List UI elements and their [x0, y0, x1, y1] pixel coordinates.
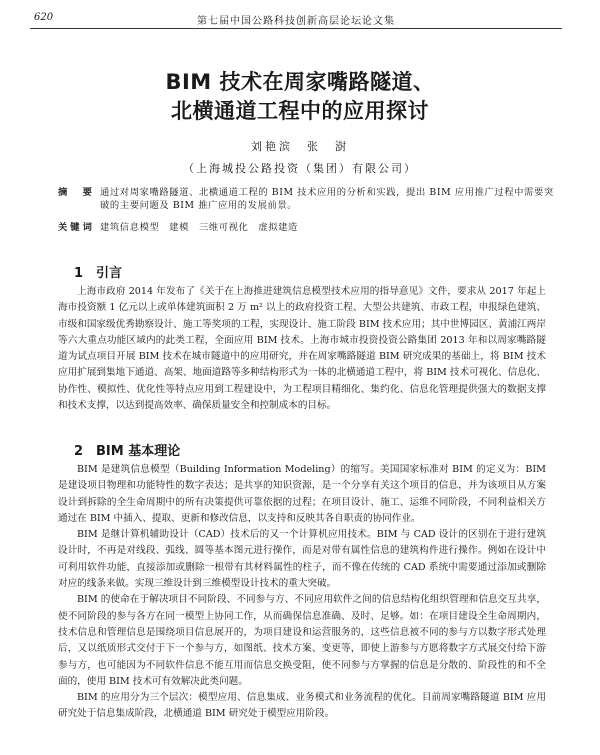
- section-2-number: 2: [74, 444, 84, 459]
- keywords-label: 关键词: [58, 222, 95, 233]
- section-2-paragraph-1: BIM 是建筑信息模型（Building Information Modeling）的缩写。美国国家标准对 BIM 的定义为：BIM 是建设项目物理和功能特性的数字表达；是共享的知识资源，是一个分享有关这个项目的信息，并为该项目从方案设计到拆除的全生命周期中的所有决策提供可靠依据的过程；在项目设计、施工、运维不同阶段，不同利益相关方通过在 BIM 中插入、提取、更新和修改信息，以支持和反映其各自职责的协同作业。: [58, 464, 546, 524]
- section-2-paragraph-3: BIM 的使命在于解决项目不同阶段、不同参与方、不同应用软件之间的信息结构化组织管理和信息交互共享，使不同阶段的参与各方在同一模型上协同工作，从而确保信息准确、及时、足够。如：在项目建设全生命周期内，技术信息和管理信息是围绕项目信息展开的，为项目建设和运营服务的，这些信息被不同的参与方以数字形式处理后，又以纸质形式交付于下一个参与方，如图纸、技术方案、变更等，即使上游参与方愿将数字方式展交付给下游参与方，也可能因为不同软件信息不能互用而信息交换受阻，使不同参与方掌握的信息是分散的、阶段性的和不全面的，使用 BIM 技术可有效解决此类问题。: [58, 594, 546, 687]
- section-1-body: [58, 284, 546, 414]
- affiliation: （上海城投公路投资（集团）有限公司）: [183, 162, 417, 175]
- paper-title: [0, 68, 600, 126]
- abstract: [58, 186, 556, 212]
- section-2-heading: [74, 440, 180, 459]
- abstract-text: 通过对周家嘴路隧道、北横通道工程的 BIM 技术应用的分析和实践，提出 BIM 应用推广过程中需要突破的主要问题及 BIM 推广应用的发展前景。: [100, 187, 554, 211]
- section-1-number: 1: [74, 266, 84, 281]
- authors: 刘艳滨 张 澍: [251, 140, 349, 153]
- paper-title-line-2: 北横通道工程中的应用探讨: [171, 99, 429, 123]
- journal-title: 第七届中国公路科技创新高层论坛论文集: [197, 16, 395, 27]
- keywords-text: 建筑信息模型 建模 三维可视化 虚拟建造: [100, 222, 298, 233]
- paper-title-line-1: BIM 技术在周家嘴路隧道、: [165, 70, 435, 94]
- section-2-paragraph-4: BIM 的应用分为三个层次：模型应用、信息集成、业务模式和业务流程的优化。目前周家嘴路隧道 BIM 应用研究处于信息集成阶段，北横通道 BIM 研究处于模型应用阶段。: [58, 692, 546, 720]
- keywords: [58, 221, 556, 234]
- section-1-heading: [74, 262, 122, 281]
- section-1-paragraph: 上海市政府 2014 年发布了《关于在上海推进建筑信息模型技术应用的指导意见》文件，要求从 2017 年起上海市投资额 1 亿元以上或单体建筑面积 2 万 m² 以上的政府投资工程、大型公共建筑、市政工程，申报绿色建筑、市级和国家级优秀勘察设计、施工等奖项的工程，实现设计、施工阶段 BIM 技术应用；其中世博园区、黄浦江两岸等六大重点功能区域内的此类工程，全面应用 BIM 技术。上海市城市投资投资公路集团 2013 年和以周家嘴路隧道为试点项目开展 BIM 技术在城市隧道中的应用研究，并在周家嘴路隧道 BIM 研究成果的基础上，将 BIM 技术应用扩展到集地下通道、高架、地面道路等多种结构形式为一体的北横通道工程中，将 BIM 技术可视化、信息化、协作性、模拟性、优化性等特点应用到工程建设中，为工程项目精细化、集约化、信息化管理提供强大的数据支撑和技术支撑，以达到提高效率、确保质量安全和控制成本的目标。: [58, 286, 546, 412]
- abstract-label: 摘 要: [58, 187, 95, 198]
- running-header: [30, 10, 562, 29]
- section-1-title: 引言: [96, 266, 123, 281]
- section-2-title: BIM 基本理论: [96, 444, 181, 459]
- section-2-paragraph-2: BIM 是继计算机辅助设计（CAD）技术后的又一个计算机应用技术。BIM 与 CAD 设计的区别在于进行建筑设计时，不再是对线段、弧线、圆等基本图元进行操作，而是对带有属性信息的建筑构件进行操作。例如在设计中可利用软件功能，直接添加或删除一根带有其材料属性的柱子，而不像在传统的 CAD 系统中需要通过添加或删除对应的线条来做。实现三维设计到三维模型设计技术的重大突破。: [58, 529, 546, 590]
- page-number: 620: [34, 12, 54, 23]
- section-2-body: [58, 462, 546, 723]
